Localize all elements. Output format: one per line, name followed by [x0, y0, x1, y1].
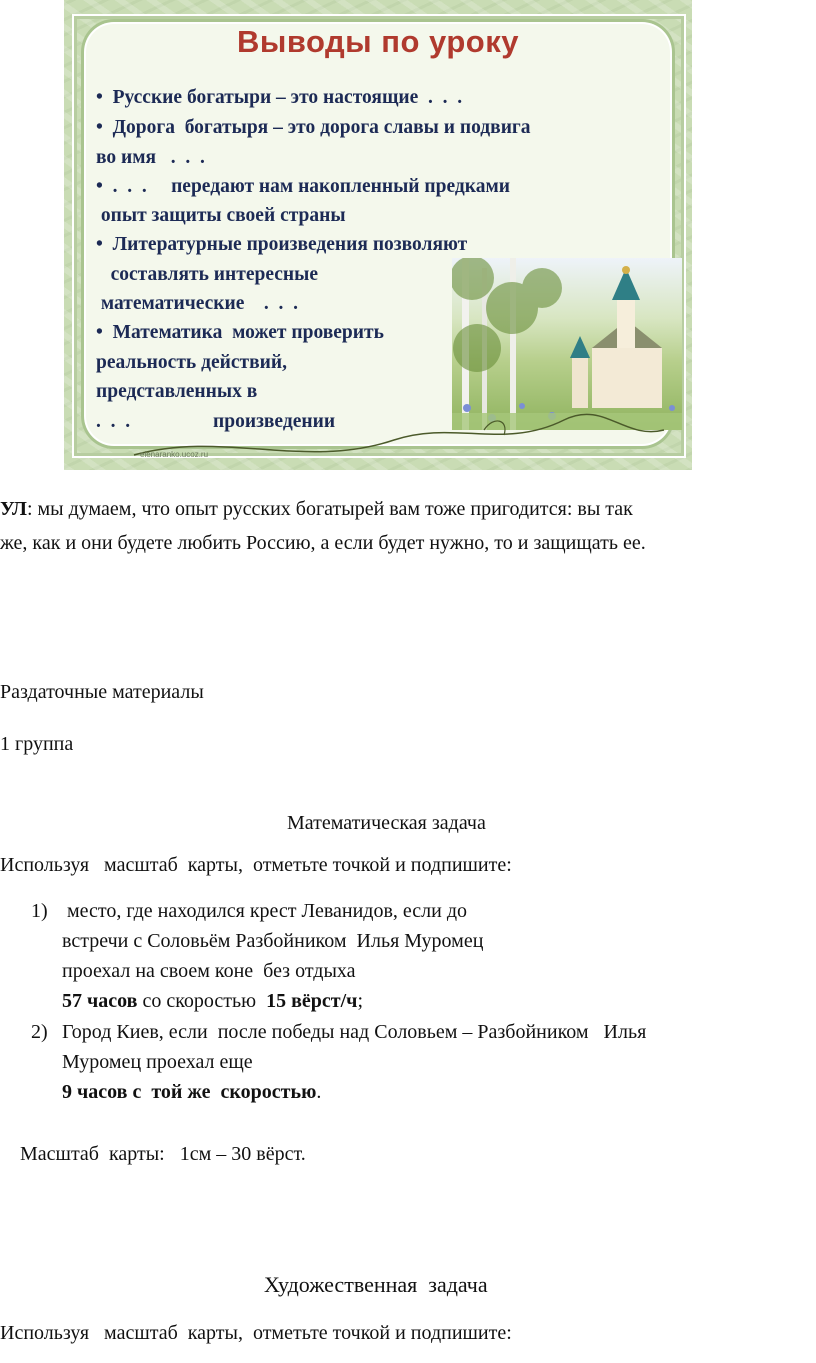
- slide-line: . . . произведении: [96, 411, 336, 432]
- teacher-remark-line-2: же, как и они будете любить Россию, а если будет нужно, то и защищать ее.: [0, 532, 646, 554]
- task-instruction-2: Используя масштаб карты, отметьте точкой и подпишите:: [0, 1322, 512, 1344]
- slide-line: представленных в: [96, 381, 258, 402]
- list-item-2-line: Муромец проехал еще: [62, 1051, 253, 1073]
- handouts-heading: Раздаточные материалы: [0, 681, 204, 703]
- list-number: 2): [31, 1021, 48, 1043]
- list-number: 1): [31, 900, 48, 922]
- task-instruction: Используя масштаб карты, отметьте точкой и подпишите:: [0, 854, 512, 876]
- slide-line: • Русские богатыри – это настоящие . . .: [96, 87, 463, 108]
- slide-line: опыт защиты своей страны: [96, 205, 346, 226]
- list-item-1-line: место, где находился крест Леванидов, если до: [62, 900, 468, 922]
- slide-line: во имя . . .: [96, 147, 205, 168]
- hours-speed-value: 9 часов с той же скоростью: [62, 1081, 317, 1103]
- lesson-slide-image: [64, 0, 692, 470]
- list-item-1-line: встречи с Соловьём Разбойником Илья Муромец: [62, 930, 484, 952]
- slide-line: математические . . .: [96, 293, 299, 314]
- slide-line: составлять интересные: [96, 264, 318, 285]
- slide-source-url: elenaranko.ucoz.ru: [140, 450, 209, 459]
- speed-value: 15 вёрст/ч: [266, 990, 358, 1012]
- hours-value: 57 часов: [62, 990, 138, 1012]
- punctuation: .: [316, 1081, 322, 1103]
- list-item-1-line: [62, 988, 363, 1014]
- slide-line: • Литературные произведения позволяют: [96, 234, 468, 255]
- list-item-2-line: [62, 1079, 321, 1105]
- slide-line: • Дорога богатыря – это дорога славы и подвига: [96, 117, 531, 138]
- punctuation: ;: [357, 990, 364, 1012]
- list-item-2-line: Город Киев, если после победы над Соловьем – Разбойником Илья: [62, 1021, 647, 1043]
- art-task-title: Художественная задача: [264, 1272, 488, 1297]
- slide-line: • Математика может проверить: [96, 322, 384, 343]
- decorative-vine: [64, 0, 692, 470]
- teacher-remark-line-1: [0, 496, 633, 522]
- teacher-remark-text: : мы думаем, что опыт русских богатырей вам тоже пригодится: вы так: [26, 498, 633, 520]
- list-item-1-line: проехал на своем коне без отдыха: [62, 960, 356, 982]
- teacher-label: УЛ: [0, 498, 27, 520]
- map-scale-note: Масштаб карты: 1см – 30 вёрст.: [20, 1143, 306, 1165]
- slide-line: • . . . передают нам накопленный предками: [96, 176, 510, 197]
- math-task-title: Математическая задача: [287, 812, 486, 834]
- slide-line: реальность действий,: [96, 352, 287, 373]
- group-label: 1 группа: [0, 733, 74, 755]
- slide-title: Выводы по уроку: [236, 24, 520, 59]
- list-item-text: со скоростью: [137, 990, 267, 1012]
